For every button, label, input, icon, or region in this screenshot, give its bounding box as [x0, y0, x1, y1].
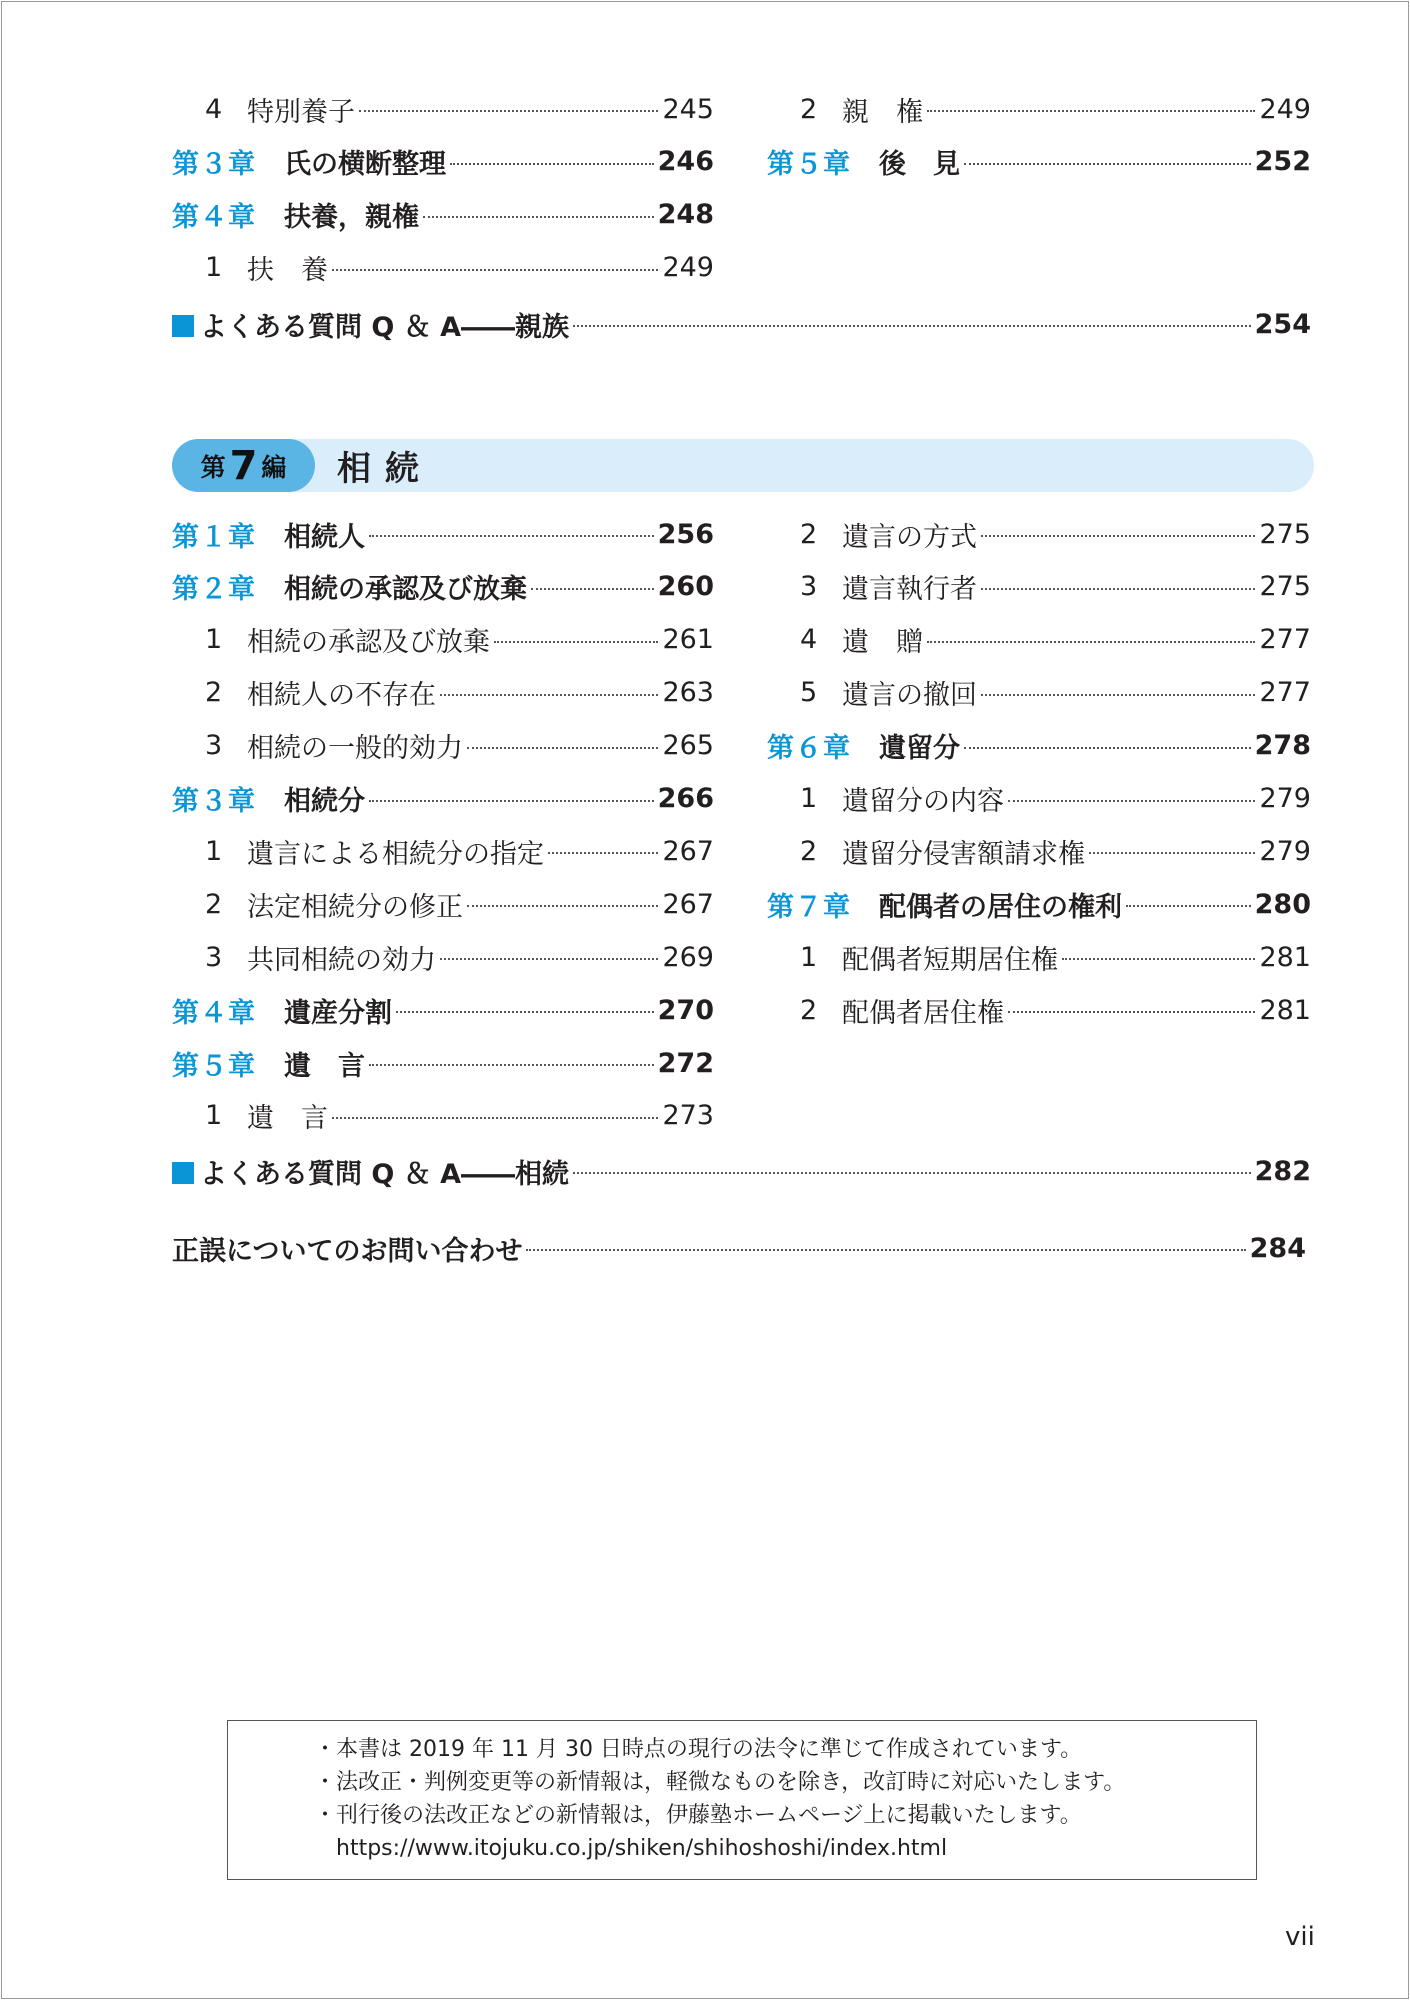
leader-dots: [1126, 905, 1251, 907]
entry-title: 特別養子: [247, 96, 355, 128]
toc-item-row[interactable]: [767, 673, 1311, 713]
page-number: 263: [662, 677, 714, 709]
leader-dots: [1062, 958, 1255, 960]
toc-item-row[interactable]: [767, 89, 1311, 129]
part-heading-band: [172, 439, 1314, 492]
toc-chapter-row[interactable]: [172, 567, 714, 607]
page-number: 281: [1259, 994, 1311, 1026]
leader-dots: [981, 588, 1255, 590]
item-number: 2: [800, 835, 818, 867]
leader-dots: [964, 747, 1251, 749]
part-number-pill: [172, 439, 315, 492]
page-number: 254: [1254, 308, 1311, 340]
toc-chapter-row[interactable]: [172, 514, 714, 554]
toc-chapter-row[interactable]: [767, 726, 1311, 766]
toc-item-row[interactable]: [172, 884, 714, 924]
entry-title: 遺留分: [879, 733, 960, 765]
entry-title: 遺留分侵害額請求権: [842, 838, 1085, 870]
toc-chapter-row[interactable]: [767, 142, 1311, 182]
item-number: 1: [800, 941, 818, 973]
page-number: 277: [1259, 677, 1311, 709]
entry-title: 相続人: [284, 521, 365, 553]
entry-title: 遺言の方式: [842, 521, 977, 553]
entry-title: 氏の横断整理: [284, 149, 446, 181]
toc-item-row[interactable]: [172, 673, 714, 713]
entry-title: 後 見: [879, 149, 960, 181]
part-suffix: 編: [261, 452, 287, 482]
toc-item-row[interactable]: [172, 89, 714, 129]
entry-title: 共同相続の効力: [247, 944, 436, 976]
item-number: 2: [800, 994, 818, 1026]
leader-dots: [494, 641, 658, 643]
page-number: 266: [657, 783, 714, 814]
leader-dots: [440, 694, 658, 696]
square-bullet-icon: [172, 315, 194, 337]
toc-chapter-row[interactable]: [172, 195, 714, 235]
entry-title: 相続の一般的効力: [247, 733, 463, 765]
item-number: 4: [205, 93, 223, 125]
item-number: 1: [800, 783, 818, 814]
page-number: 246: [657, 146, 714, 178]
page-number: 284: [1249, 1232, 1306, 1264]
toc-qa-kinship[interactable]: [172, 304, 1311, 344]
page-number: 261: [662, 624, 714, 656]
page-number: 280: [1254, 888, 1311, 920]
toc-item-row[interactable]: [172, 937, 714, 977]
chapter-label: 第３章: [172, 149, 256, 181]
entry-title: 配偶者の居住の権利: [879, 891, 1122, 923]
page-number: 272: [657, 1047, 714, 1079]
page-number: 265: [662, 730, 714, 762]
qa-title: よくある質問 Q ＆ A――親族: [200, 311, 570, 343]
item-number: 1: [205, 1100, 223, 1132]
item-number: 1: [205, 252, 223, 284]
entry-title: 遺 言: [284, 1050, 365, 1082]
leader-dots: [359, 110, 658, 112]
toc-item-row[interactable]: [767, 937, 1311, 977]
notice-box: [227, 1720, 1257, 1880]
leader-dots: [440, 958, 658, 960]
leader-dots: [332, 1117, 658, 1119]
entry-title: 遺産分割: [284, 997, 392, 1029]
leader-dots: [1008, 1011, 1255, 1013]
toc-item-row[interactable]: [172, 620, 714, 660]
page-number: 282: [1254, 1155, 1311, 1187]
chapter-label: 第２章: [172, 574, 256, 606]
chapter-label: 第７章: [767, 891, 851, 923]
entry-title: 扶養，親権: [284, 202, 419, 234]
leader-dots: [423, 216, 654, 218]
page-number: 245: [662, 93, 714, 125]
leader-dots: [369, 535, 654, 537]
entry-title: 相続人の不存在: [247, 680, 436, 712]
leader-dots: [531, 588, 654, 590]
toc-item-row[interactable]: [767, 514, 1311, 554]
leader-dots: [927, 110, 1255, 112]
toc-item-row[interactable]: [767, 831, 1311, 871]
page-number: 249: [1259, 93, 1311, 125]
toc-chapter-row[interactable]: [172, 1043, 714, 1083]
entry-title: 遺言の撤回: [842, 680, 977, 712]
item-number: 2: [800, 93, 818, 125]
item-number: 1: [205, 624, 223, 656]
item-number: 3: [800, 571, 818, 603]
entry-title: 遺 言: [247, 1103, 328, 1135]
leader-dots: [573, 1172, 1251, 1174]
entry-title: 配偶者短期居住権: [842, 944, 1058, 976]
leader-dots: [396, 1011, 654, 1013]
page-number: 270: [657, 994, 714, 1026]
part-number: 7: [229, 442, 258, 489]
page-number: 267: [662, 835, 714, 867]
page-number: 269: [662, 941, 714, 973]
toc-item-row[interactable]: [172, 1096, 714, 1136]
entry-title: 法定相続分の修正: [247, 891, 463, 923]
entry-title: 遺留分の内容: [842, 786, 1004, 817]
notice-line: ・法改正・判例変更等の新情報は，軽微なものを除き，改訂時に対応いたします。: [314, 1770, 1126, 1795]
page-number: 260: [657, 571, 714, 603]
toc-item-row[interactable]: [767, 779, 1311, 819]
leader-dots: [573, 325, 1251, 327]
page-number: 279: [1259, 783, 1311, 814]
item-number: 2: [800, 518, 818, 550]
entry-title: 親 権: [842, 96, 923, 128]
entry-title: 遺 贈: [842, 627, 923, 659]
toc-chapter-row[interactable]: [172, 779, 714, 819]
leader-dots: [927, 641, 1255, 643]
square-bullet-icon: [172, 1162, 194, 1184]
toc-item-row[interactable]: [767, 990, 1311, 1030]
leader-dots: [467, 747, 658, 749]
chapter-label: 第１章: [172, 521, 256, 553]
notice-url[interactable]: https://www.itojuku.co.jp/shiken/shihoshoshi/index.html: [314, 1836, 948, 1861]
item-number: 2: [205, 888, 223, 920]
toc-item-row[interactable]: [172, 726, 714, 766]
qa-title: よくある質問 Q ＆ A――相続: [200, 1158, 570, 1190]
page-number: 248: [657, 199, 714, 231]
item-number: 2: [205, 677, 223, 709]
leader-dots: [981, 535, 1255, 537]
item-number: 1: [205, 835, 223, 867]
page-folio: vii: [1285, 1922, 1315, 1952]
leader-dots: [1089, 852, 1255, 854]
toc-chapter-row[interactable]: [172, 990, 714, 1030]
entry-title: 相続分: [284, 786, 365, 817]
chapter-label: 第４章: [172, 202, 256, 234]
chapter-label: 第３章: [172, 786, 256, 817]
chapter-label: 第５章: [172, 1050, 256, 1082]
page-number: 281: [1259, 941, 1311, 973]
item-number: 3: [205, 730, 223, 762]
chapter-label: 第４章: [172, 997, 256, 1029]
toc-item-row[interactable]: [172, 831, 714, 871]
part-title: 相続: [337, 449, 433, 489]
entry-title: 遺言による相続分の指定: [247, 838, 544, 870]
notice-line: ・刊行後の法改正などの新情報は，伊藤塾ホームページ上に掲載いたします。: [314, 1803, 1082, 1828]
leader-dots: [369, 1064, 654, 1066]
page-number: 252: [1254, 146, 1311, 178]
leader-dots: [1008, 800, 1255, 802]
leader-dots: [964, 163, 1251, 165]
leader-dots: [332, 269, 658, 271]
chapter-label: 第６章: [767, 733, 851, 765]
notice-line: ・本書は 2019 年 11 月 30 日時点の現行の法令に準じて作成されています。: [314, 1737, 1083, 1762]
page-number: 273: [662, 1100, 714, 1132]
toc-item-row[interactable]: [767, 620, 1311, 660]
entry-title: 相続の承認及び放棄: [247, 627, 490, 659]
page-number: 256: [657, 518, 714, 550]
item-number: 4: [800, 624, 818, 656]
toc-chapter-row[interactable]: [172, 142, 714, 182]
leader-dots: [369, 800, 654, 802]
page-number: 267: [662, 888, 714, 920]
leader-dots: [526, 1249, 1245, 1251]
errata-title: 正誤についてのお問い合わせ: [172, 1235, 523, 1267]
page-number: 278: [1254, 730, 1311, 762]
item-number: 3: [205, 941, 223, 973]
part-prefix: 第: [200, 452, 226, 482]
leader-dots: [450, 163, 654, 165]
leader-dots: [981, 694, 1255, 696]
page-number: 279: [1259, 835, 1311, 867]
item-number: 5: [800, 677, 818, 709]
leader-dots: [548, 852, 658, 854]
page-number: 275: [1259, 518, 1311, 550]
toc-qa-inheritance[interactable]: [172, 1151, 1311, 1191]
entry-title: 相続の承認及び放棄: [284, 574, 527, 606]
page-number: 249: [662, 252, 714, 284]
toc-chapter-row[interactable]: [767, 884, 1311, 924]
toc-item-row[interactable]: [767, 567, 1311, 607]
toc-item-row[interactable]: [172, 248, 714, 288]
page-number: 275: [1259, 571, 1311, 603]
toc-errata[interactable]: [172, 1228, 1306, 1268]
page-number: 277: [1259, 624, 1311, 656]
leader-dots: [467, 905, 658, 907]
entry-title: 配偶者居住権: [842, 997, 1004, 1029]
entry-title: 遺言執行者: [842, 574, 977, 606]
entry-title: 扶 養: [247, 255, 328, 287]
chapter-label: 第５章: [767, 149, 851, 181]
